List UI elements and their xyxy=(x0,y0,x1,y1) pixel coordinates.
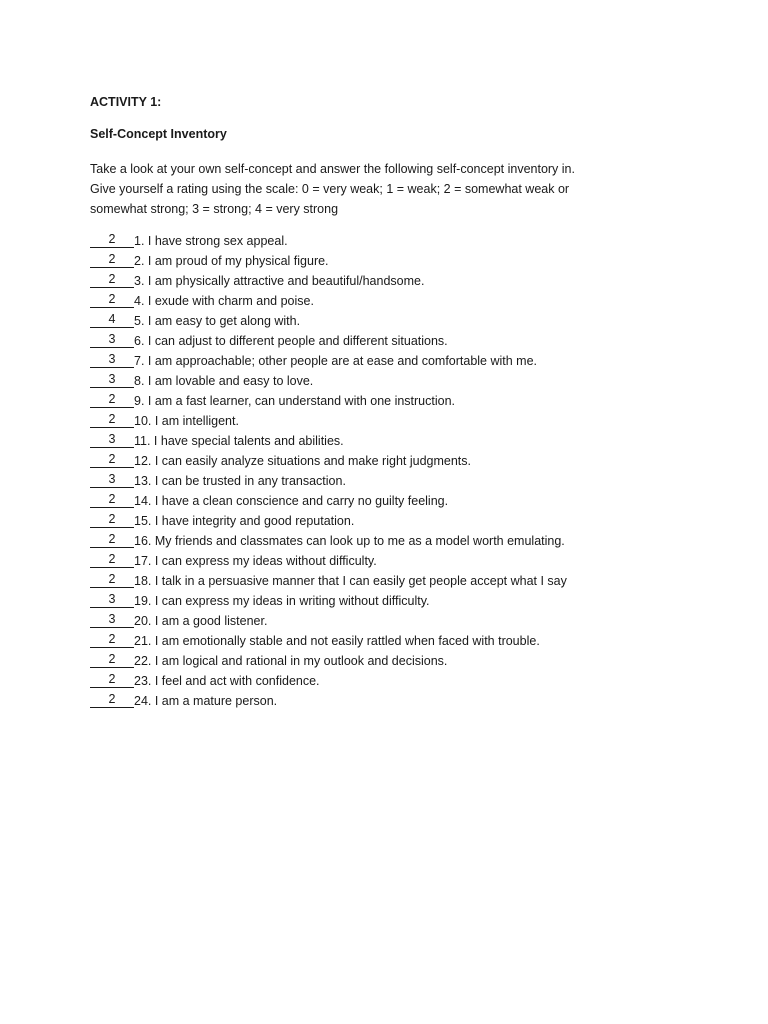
inventory-item xyxy=(90,271,690,291)
instructions-line: Give yourself a rating using the scale: 0 = very weak; 1 = weak; 2 = somewhat weak or xyxy=(90,182,570,196)
rating-blank[interactable]: 2 xyxy=(90,672,134,688)
rating-blank[interactable]: 2 xyxy=(90,232,134,248)
rating-blank[interactable]: 2 xyxy=(90,452,134,468)
inventory-item xyxy=(90,311,690,331)
rating-blank[interactable]: 4 xyxy=(90,312,134,328)
rating-blank[interactable]: 2 xyxy=(90,492,134,508)
inventory-item xyxy=(90,631,690,651)
rating-blank[interactable]: 2 xyxy=(90,412,134,428)
item-statement: 2. I am proud of my physical figure. xyxy=(134,254,329,268)
rating-blank[interactable]: 2 xyxy=(90,692,134,708)
inventory-item xyxy=(90,331,690,351)
rating-blank[interactable]: 2 xyxy=(90,272,134,288)
item-statement: 16. My friends and classmates can look up to me as a model worth emulating. xyxy=(134,534,565,548)
rating-blank[interactable]: 3 xyxy=(90,432,134,448)
inventory-item xyxy=(90,651,690,671)
inventory-item xyxy=(90,371,690,391)
rating-blank[interactable]: 2 xyxy=(90,252,134,268)
item-statement: 8. I am lovable and easy to love. xyxy=(134,374,314,388)
instructions-line: somewhat strong; 3 = strong; 4 = very strong xyxy=(90,202,339,216)
rating-blank[interactable]: 2 xyxy=(90,532,134,548)
inventory-title: Self-Concept Inventory xyxy=(90,127,227,141)
item-statement: 6. I can adjust to different people and different situations. xyxy=(134,334,448,348)
item-statement: 23. I feel and act with confidence. xyxy=(134,674,320,688)
item-statement: 19. I can express my ideas in writing without difficulty. xyxy=(134,594,430,608)
item-statement: 7. I am approachable; other people are at ease and comfortable with me. xyxy=(134,354,538,368)
item-statement: 17. I can express my ideas without difficulty. xyxy=(134,554,377,568)
item-statement: 24. I am a mature person. xyxy=(134,694,278,708)
inventory-item xyxy=(90,291,690,311)
inventory-item xyxy=(90,571,690,591)
rating-blank[interactable]: 2 xyxy=(90,512,134,528)
inventory-item xyxy=(90,351,690,371)
inventory-item xyxy=(90,551,690,571)
item-statement: 9. I am a fast learner, can understand with one instruction. xyxy=(134,394,456,408)
inventory-list xyxy=(90,231,690,711)
rating-blank[interactable]: 3 xyxy=(90,612,134,628)
rating-blank[interactable]: 2 xyxy=(90,632,134,648)
item-statement: 20. I am a good listener. xyxy=(134,614,268,628)
inventory-item xyxy=(90,391,690,411)
item-statement: 18. I talk in a persuasive manner that I can easily get people accept what I say xyxy=(134,574,567,588)
rating-blank[interactable]: 3 xyxy=(90,352,134,368)
instructions-paragraph xyxy=(90,159,630,219)
inventory-item xyxy=(90,231,690,251)
rating-blank[interactable]: 2 xyxy=(90,652,134,668)
inventory-item xyxy=(90,491,690,511)
inventory-item xyxy=(90,431,690,451)
inventory-item xyxy=(90,691,690,711)
inventory-item xyxy=(90,411,690,431)
item-statement: 21. I am emotionally stable and not easily rattled when faced with trouble. xyxy=(134,634,540,648)
rating-blank[interactable]: 2 xyxy=(90,392,134,408)
rating-blank[interactable]: 2 xyxy=(90,552,134,568)
item-statement: 11. I have special talents and abilities. xyxy=(134,434,344,448)
inventory-item xyxy=(90,531,690,551)
rating-blank[interactable]: 3 xyxy=(90,592,134,608)
item-statement: 12. I can easily analyze situations and make right judgments. xyxy=(134,454,471,468)
rating-blank[interactable]: 2 xyxy=(90,572,134,588)
item-statement: 22. I am logical and rational in my outlook and decisions. xyxy=(134,654,448,668)
inventory-item xyxy=(90,511,690,531)
rating-blank[interactable]: 3 xyxy=(90,472,134,488)
item-statement: 10. I am intelligent. xyxy=(134,414,239,428)
item-statement: 5. I am easy to get along with. xyxy=(134,314,301,328)
rating-blank[interactable]: 3 xyxy=(90,372,134,388)
inventory-item xyxy=(90,251,690,271)
item-statement: 14. I have a clean conscience and carry no guilty feeling. xyxy=(134,494,449,508)
inventory-item xyxy=(90,611,690,631)
activity-title: ACTIVITY 1: xyxy=(90,95,162,109)
item-statement: 15. I have integrity and good reputation. xyxy=(134,514,355,528)
instructions-line: Take a look at your own self-concept and answer the following self-concept inventory in. xyxy=(90,162,575,176)
inventory-item xyxy=(90,591,690,611)
rating-blank[interactable]: 2 xyxy=(90,292,134,308)
inventory-item xyxy=(90,471,690,491)
item-statement: 4. I exude with charm and poise. xyxy=(134,294,314,308)
item-statement: 3. I am physically attractive and beautiful/handsome. xyxy=(134,274,425,288)
rating-blank[interactable]: 3 xyxy=(90,332,134,348)
inventory-item xyxy=(90,671,690,691)
inventory-item xyxy=(90,451,690,471)
item-statement: 13. I can be trusted in any transaction. xyxy=(134,474,346,488)
item-statement: 1. I have strong sex appeal. xyxy=(134,234,288,248)
